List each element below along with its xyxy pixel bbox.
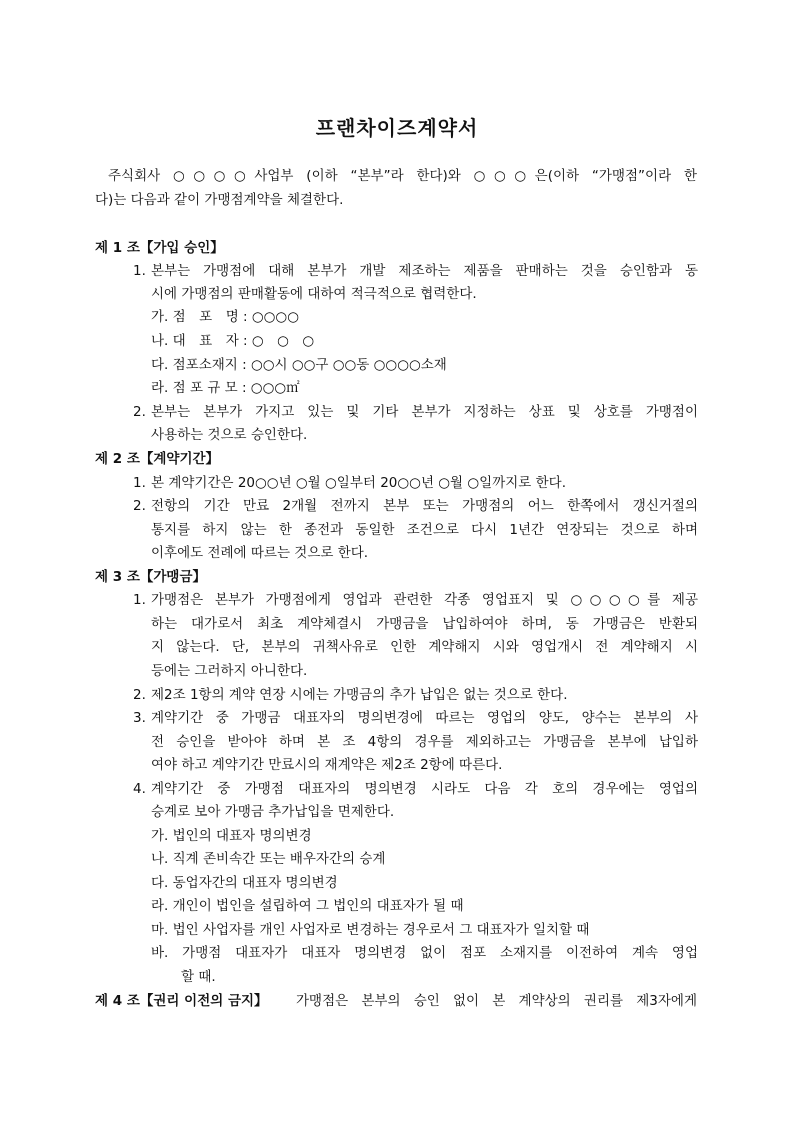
a3-item3-line2: 전 승인을 받아야 하며 본 조 4항의 경우를 제외하고는 가맹금을 본부에 납입하 bbox=[151, 734, 698, 750]
a1-item1-line2: 시에 가맹점의 판매활동에 대하여 적극적으로 협력한다. bbox=[151, 286, 477, 302]
a2-item1-line1: 본 계약기간은 20○○년 ○월 ○일부터 20○○년 ○월 ○일까지로 한다. bbox=[151, 475, 566, 491]
article-3-heading: 제 3 조【가맹금】 bbox=[95, 569, 206, 585]
article-2-heading: 제 2 조【계약기간】 bbox=[95, 451, 220, 467]
a3-sub-f: 바. 가맹점 대표자가 대표자 명의변경 없이 점포 소재지를 이전하여 계속 영업 bbox=[151, 945, 698, 961]
a3-sub-a: 가. 법인의 대표자 명의변경 bbox=[151, 828, 312, 844]
a2-item2-line3: 이후에도 전례에 따르는 것으로 한다. bbox=[151, 545, 369, 561]
a3-item1-line4: 등에는 그러하지 아니한다. bbox=[151, 663, 308, 679]
a2-item2-line2: 통지를 하지 않는 한 종전과 동일한 조건으로 다시 1년간 연장되는 것으로 하며 bbox=[151, 522, 698, 538]
a1-sub-c: 다. 점포소재지 : ○○시 ○○구 ○○동 ○○○○소재 bbox=[151, 357, 447, 373]
a1-item2-line2: 사용하는 것으로 승인한다. bbox=[151, 427, 308, 443]
a3-item3-line1: 계약기간 중 가맹금 대표자의 명의변경에 따르는 영업의 양도, 양수는 본부의 사 bbox=[151, 710, 698, 726]
a2-item2-num: 2. bbox=[133, 498, 146, 514]
a1-item2-num: 2. bbox=[133, 404, 146, 420]
a3-item4-num: 4. bbox=[133, 781, 146, 797]
a3-item3-line3: 여야 하고 계약기간 만료시의 재계약은 제2조 2항에 따른다. bbox=[151, 757, 503, 773]
a3-item2-num: 2. bbox=[133, 687, 146, 703]
article-4-text: 가맹점은 본부의 승인 없이 본 계약상의 권리를 제3자에게 bbox=[296, 993, 697, 1009]
a2-item2-line1: 전항의 기간 만료 2개월 전까지 본부 또는 가맹점의 어느 한쪽에서 갱신거절의 bbox=[151, 498, 698, 514]
a2-item1-num: 1. bbox=[133, 475, 146, 491]
article-4-heading: 제 4 조【권리 이전의 금지】 bbox=[95, 993, 268, 1009]
a3-item4-line2: 승계로 보아 가맹금 추가납입을 면제한다. bbox=[151, 804, 395, 820]
a3-item1-line1: 가맹점은 본부가 가맹점에게 영업과 관련한 각종 영업표지 및 ○○○○를 제공 bbox=[151, 592, 698, 608]
a3-sub-b: 나. 직계 존비속간 또는 배우자간의 승계 bbox=[151, 851, 386, 867]
intro-line-2: 다)는 다음과 같이 가맹점계약을 체결한다. bbox=[95, 192, 344, 208]
document-title: 프랜차이즈계약서 bbox=[315, 116, 479, 140]
a1-sub-d: 라. 점 포 규 모 : ○○○㎡ bbox=[151, 380, 300, 396]
a1-item1-num: 1. bbox=[133, 263, 146, 279]
a3-item1-num: 1. bbox=[133, 592, 146, 608]
a3-item3-num: 3. bbox=[133, 710, 146, 726]
a1-sub-b: 나. 대 표 자 : ○ ○ ○ bbox=[151, 333, 315, 349]
a3-item4-line1: 계약기간 중 가맹점 대표자의 명의변경 시라도 다음 각 호의 경우에는 영업의 bbox=[151, 781, 698, 797]
a1-item1-line1: 본부는 가맹점에 대해 본부가 개발 제조하는 제품을 판매하는 것을 승인함과 동 bbox=[151, 263, 698, 279]
a3-item2-line1: 제2조 1항의 계약 연장 시에는 가맹금의 추가 납입은 없는 것으로 한다. bbox=[151, 687, 568, 703]
a1-item2-line1: 본부는 본부가 가지고 있는 및 기타 본부가 지정하는 상표 및 상호를 가맹점이 bbox=[151, 404, 698, 420]
article-1-heading: 제 1 조【가입 승인】 bbox=[95, 240, 224, 256]
a3-sub-d: 라. 개인이 법인을 설립하여 그 법인의 대표자가 될 때 bbox=[151, 898, 464, 914]
a3-sub-e: 마. 법인 사업자를 개인 사업자로 변경하는 경우로서 그 대표자가 일치할 때 bbox=[151, 922, 590, 938]
a3-sub-f-cont: 할 때. bbox=[181, 969, 216, 985]
a3-item1-line2: 하는 대가로서 최초 계약체결시 가맹금을 납입하여야 하며, 동 가맹금은 반환되 bbox=[151, 616, 698, 632]
a3-sub-c: 다. 동업자간의 대표자 명의변경 bbox=[151, 875, 338, 891]
a1-sub-a: 가. 점 포 명 : ○○○○ bbox=[151, 309, 299, 325]
a3-item1-line3: 지 않는다. 단, 본부의 귀책사유로 인한 계약해지 시와 영업개시 전 계약해지 시 bbox=[151, 639, 698, 655]
intro-line-1: 주식회사 ○○○○사업부 (이하 “본부”라 한다)와 ○○○은(이하 “가맹점”이라 한 bbox=[108, 168, 697, 184]
